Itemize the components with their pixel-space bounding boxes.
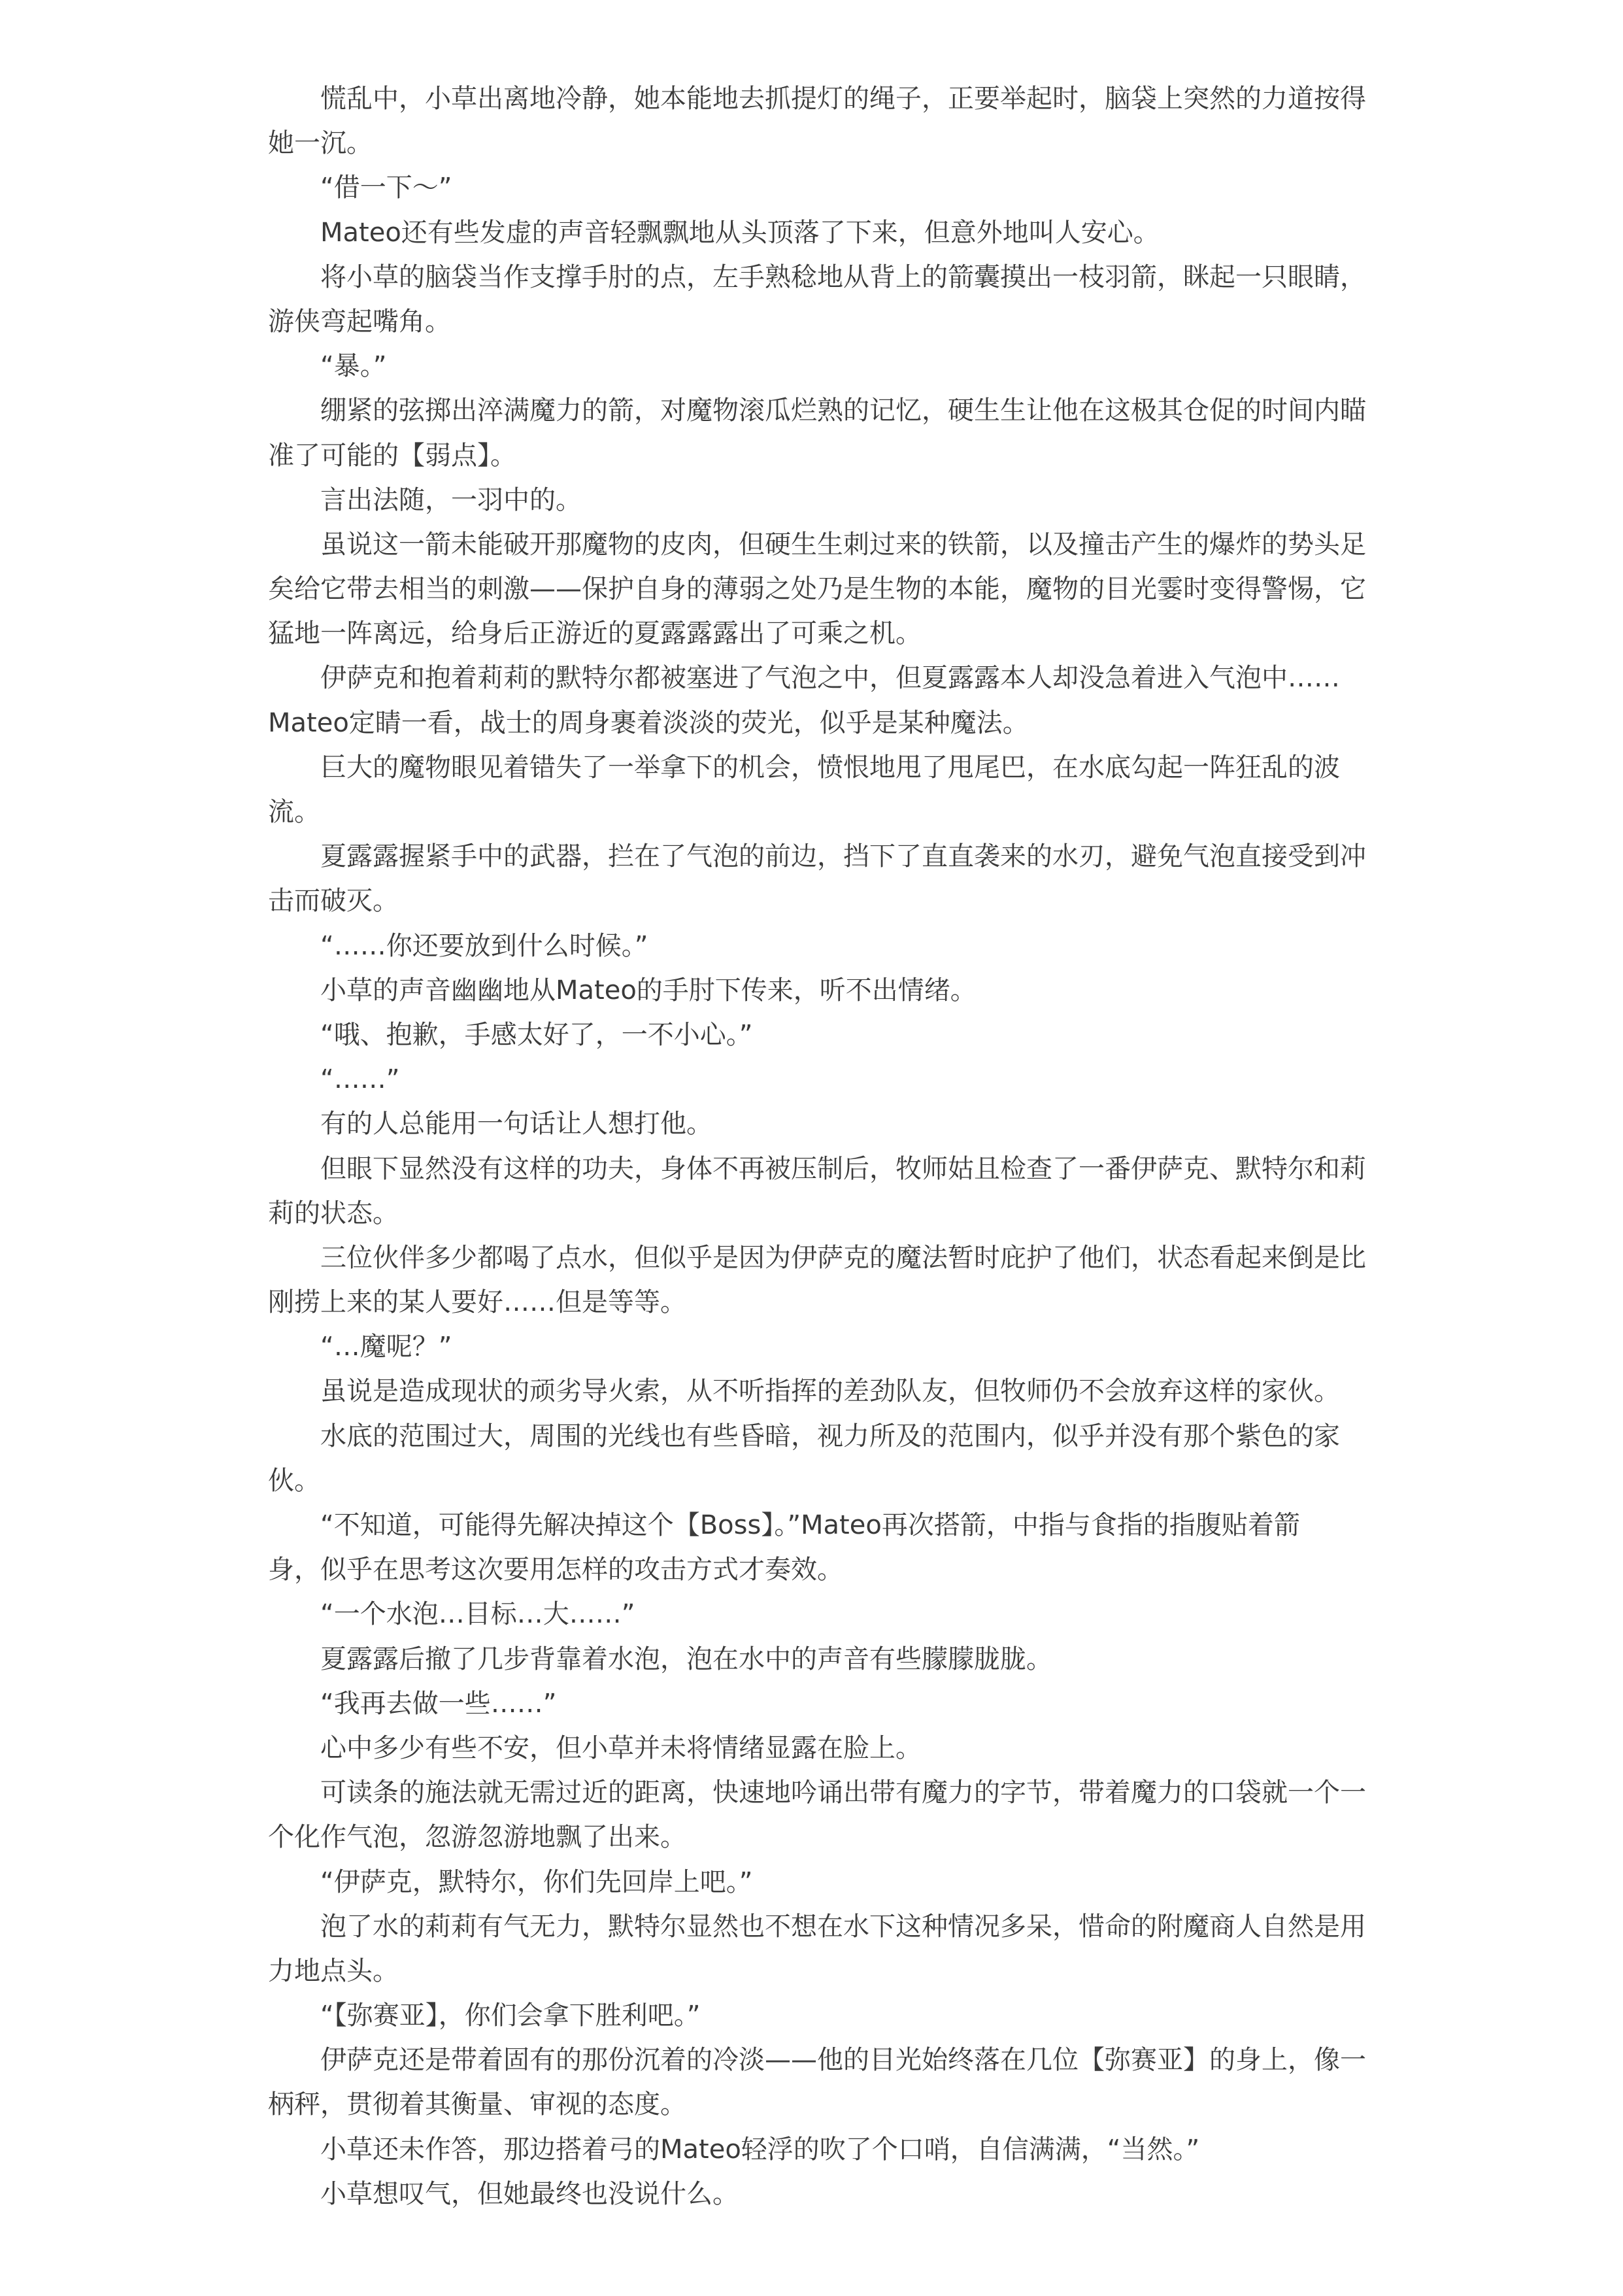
text-line: 绷紧的弦掷出淬满魔力的箭，对魔物滚瓜烂熟的记忆，硬生生让他在这极其仓促的时间内瞄 [320, 396, 1366, 426]
text-line: “借一下～” [320, 173, 452, 203]
text-line: “我再去做一些……” [320, 1688, 557, 1719]
paragraph [268, 344, 1379, 388]
paragraph [268, 2127, 1379, 2172]
paragraph [268, 1993, 1379, 2038]
text-line: 流。 [268, 797, 320, 827]
paragraph [268, 1057, 1379, 1102]
paragraph [268, 1726, 1379, 1770]
text-line: “暴。” [320, 351, 387, 382]
paragraph [268, 1681, 1379, 1726]
text-line: 心中多少有些不安，但小草并未将情绪显露在脸上。 [320, 1732, 922, 1763]
text-line: 慌乱中，小草出离地冷静，她本能地去抓提灯的绳子，正要举起时，脑袋上突然的力道按得 [320, 84, 1366, 114]
text-line: 将小草的脑袋当作支撑手肘的点，左手熟稔地从背上的箭囊摸出一枝羽箭，眯起一只眼睛， [320, 262, 1366, 292]
text-line: 言出法随，一羽中的。 [320, 484, 582, 515]
paragraph [268, 1592, 1379, 1636]
text-line: Mateo还有些发虚的声音轻飘飘地从头顶落了下来，但意外地叫人安心。 [320, 217, 1160, 248]
text-line: “【弥赛亚】，你们会拿下胜利吧。” [320, 2001, 701, 2031]
text-line: 柄秤，贯彻着其衡量、审视的态度。 [268, 2089, 686, 2120]
paragraph [268, 1770, 1379, 1859]
paragraph [268, 1904, 1379, 1993]
text-line: “不知道，可能得先解决掉这个【Boss】。”Mateo再次搭箭，中指与食指的指腹贴着箭 [320, 1510, 1300, 1540]
text-line: 刚捞上来的某人要好……但是等等。 [268, 1287, 686, 1318]
paragraph [268, 1147, 1379, 1236]
text-line: 游侠弯起嘴角。 [268, 306, 451, 337]
text-line: 夏露露握紧手中的武器，拦在了气泡的前边，挡下了直直袭来的水刃，避免气泡直接受到冲 [320, 841, 1366, 872]
paragraph [268, 834, 1379, 923]
text-line: 巨大的魔物眼见着错失了一举拿下的机会，愤恨地甩了甩尾巴，在水底勾起一阵狂乱的波 [320, 752, 1340, 783]
text-line: 小草想叹气，但她最终也没说什么。 [320, 2178, 739, 2209]
text-line: 夏露露后撤了几步背靠着水泡，泡在水中的声音有些朦朦胧胧。 [320, 1644, 1052, 1674]
paragraph [268, 1414, 1379, 1503]
text-line: 有的人总能用一句话让人想打他。 [320, 1109, 712, 1140]
text-line: 猛地一阵离远，给身后正游近的夏露露露出了可乘之机。 [268, 618, 922, 649]
text-line: 小草还未作答，那边搭着弓的Mateo轻浮的吹了个口哨，自信满满，“当然。” [320, 2134, 1200, 2165]
paragraph [268, 1637, 1379, 1681]
paragraph [268, 924, 1379, 968]
text-line: 矣给它带去相当的刺激——保护自身的薄弱之处乃是生物的本能，魔物的目光霎时变得警惕，它 [268, 574, 1366, 605]
text-line: 个化作气泡，忽游忽游地飘了出来。 [268, 1822, 686, 1853]
text-line: Mateo定睛一看，战士的周身裹着淡淡的荧光，似乎是某种魔法。 [268, 707, 1029, 738]
paragraph [268, 478, 1379, 522]
paragraph [268, 1102, 1379, 1146]
paragraph [268, 1503, 1379, 1592]
text-line: 但眼下显然没有这样的功夫，身体不再被压制后，牧师姑且检查了一番伊萨克、默特尔和莉 [320, 1153, 1366, 1184]
text-line: 虽说这一箭未能破开那魔物的皮肉，但硬生生刺过来的铁箭，以及撞击产生的爆炸的势头足 [320, 529, 1366, 560]
text-line: 伊萨克和抱着莉莉的默特尔都被塞进了气泡之中，但夏露露本人却没急着进入气泡中…… [320, 663, 1340, 694]
text-line: “伊萨克，默特尔，你们先回岸上吧。” [320, 1866, 753, 1897]
text-line: 力地点头。 [268, 1955, 399, 1986]
text-line: 可读条的施法就无需过近的距离，快速地吟诵出带有魔力的字节，带着魔力的口袋就一个一 [320, 1778, 1366, 1808]
paragraph [268, 76, 1379, 165]
text-line: “……你还要放到什么时候。” [320, 930, 648, 961]
paragraph [268, 1236, 1379, 1325]
text-line: “一个水泡…目标…大……” [320, 1599, 635, 1630]
text-line: 水底的范围过大，周围的光线也有些昏暗，视力所及的范围内，似乎并没有那个紫色的家 [320, 1421, 1340, 1451]
text-line: 身，似乎在思考这次要用怎样的攻击方式才奏效。 [268, 1555, 843, 1585]
text-line: 虽说是造成现状的顽劣导火索，从不听指挥的差劲队友，但牧师仍不会放弃这样的家伙。 [320, 1376, 1340, 1407]
paragraph [268, 1860, 1379, 1904]
paragraph [268, 1369, 1379, 1413]
paragraph [268, 388, 1379, 477]
paragraph [268, 968, 1379, 1013]
text-line: “哦、抱歉，手感太好了，一不小心。” [320, 1019, 753, 1050]
paragraph [268, 2172, 1379, 2216]
paragraph [268, 522, 1379, 656]
text-line: 三位伙伴多少都喝了点水，但似乎是因为伊萨克的魔法暂时庇护了他们，状态看起来倒是比 [320, 1242, 1366, 1273]
text-line: 击而破灭。 [268, 886, 399, 917]
text-line: 泡了水的莉莉有气无力，默特尔显然也不想在水下这种情况多呆，惜命的附魔商人自然是用 [320, 1911, 1366, 1942]
paragraph [268, 211, 1379, 255]
paragraph [268, 255, 1379, 344]
paragraph [268, 165, 1379, 210]
text-line: 小草的声音幽幽地从Mateo的手肘下传来，听不出情绪。 [320, 975, 977, 1005]
text-line: 她一沉。 [268, 128, 373, 159]
text-line: 伙。 [268, 1465, 320, 1496]
paragraph [268, 1325, 1379, 1369]
paragraph [268, 2038, 1379, 2127]
text-line: 准了可能的【弱点】。 [268, 440, 516, 471]
document-page [268, 76, 1379, 2216]
paragraph [268, 1013, 1379, 1057]
paragraph [268, 745, 1379, 834]
text-line: 伊萨克还是带着固有的那份沉着的冷淡——他的目光始终落在几位【弥赛亚】的身上，像一 [320, 2045, 1366, 2076]
text-line: 莉的状态。 [268, 1198, 399, 1228]
text-line: “……” [320, 1064, 400, 1095]
text-line: “…魔呢？” [320, 1332, 452, 1362]
paragraph [268, 656, 1379, 745]
